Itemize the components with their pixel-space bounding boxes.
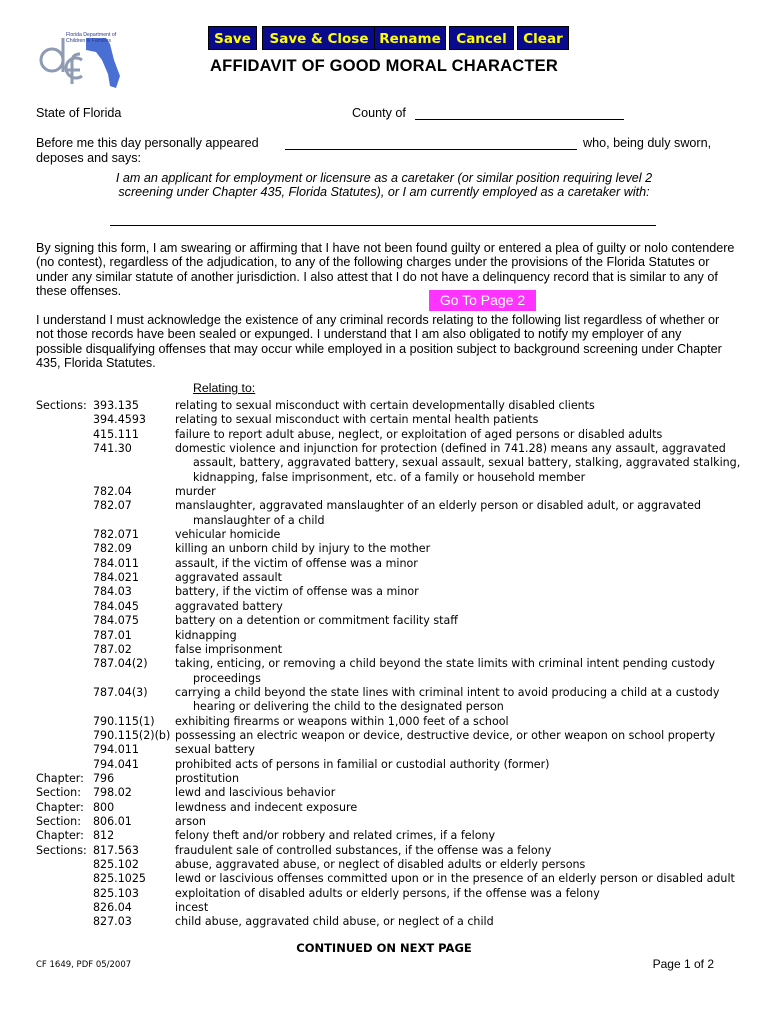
offense-row xyxy=(36,413,756,427)
offense-type-label: Section: xyxy=(36,786,81,800)
offense-description: domestic violence and injunction for protection (defined in 741.28) means any assault, aggravated assault, battery, aggravated battery, sexual assault, sexual battery, stalking, aggravated stalking, kidnapping, false imprisonment, etc. of a family or household member xyxy=(175,442,741,484)
offense-description: battery, if the victim of offense was a minor xyxy=(175,585,419,599)
offense-description: carrying a child beyond the state lines with criminal intent to avoid producing a child at a custody hearing or delivering the child to the designated person xyxy=(175,685,720,714)
offense-section-number: 784.021 xyxy=(93,571,139,585)
form-number: CF 1649, PDF 05/2007 xyxy=(36,960,132,970)
offense-section-number: 796 xyxy=(93,771,115,785)
offense-description: exploitation of disabled adults or elderly persons, if the offense was a felony xyxy=(175,886,600,900)
offense-description: child abuse, aggravated child abuse, or neglect of a child xyxy=(175,915,494,929)
offense-section-number: 741.30 xyxy=(93,442,132,456)
offense-section-number: 782.071 xyxy=(93,528,139,542)
offense-description: fraudulent sale of controlled substances, if the offense was a felony xyxy=(175,843,552,857)
offense-section-number: 784.011 xyxy=(93,556,139,570)
state-label: State of Florida xyxy=(36,106,122,120)
clear-button[interactable]: Clear xyxy=(517,26,569,50)
go-to-page-2-button[interactable]: Go To Page 2 xyxy=(429,290,536,311)
offense-type-label: Chapter: xyxy=(36,771,84,785)
offense-description: lewd or lascivious offenses committed upon or in the presence of an elderly person or disabled adult xyxy=(175,872,735,886)
applicant-statement-line1: I am an applicant for employment or licensure as a caretaker (or similar position requiring level 2 xyxy=(115,171,653,185)
offense-section-number: 787.04(2) xyxy=(93,657,148,671)
offense-section-number: 800 xyxy=(93,800,115,814)
offense-description: incest xyxy=(175,901,209,915)
offense-row xyxy=(36,915,756,929)
offense-row xyxy=(36,901,756,915)
offense-section-number: 784.075 xyxy=(93,614,139,628)
offense-section-number: 794.041 xyxy=(93,757,139,771)
signing-paragraph: By signing this form, I am swearing or affirming that I have not been found guilty or entered a plea of guilty or nolo contendere (no contest), regardless of the adjudication, to any of the following charges under the provisions of the Florida Statutes or under any similar statute of another jurisdiction. I also attest that I do not have a delinquency record that is similar to any of these offenses. xyxy=(36,241,735,298)
offense-type-label: Section: xyxy=(36,814,81,828)
offense-row xyxy=(36,829,756,843)
offense-type-label: Sections: xyxy=(36,843,87,857)
page-title: AFFIDAVIT OF GOOD MORAL CHARACTER xyxy=(210,57,558,75)
offense-description: manslaughter, aggravated manslaughter of an elderly person or disabled adult, or aggravated manslaughter of a child xyxy=(175,499,701,527)
offense-row xyxy=(36,844,756,858)
offense-description: relating to sexual misconduct with certain developmentally disabled clients xyxy=(175,399,595,412)
rename-button[interactable]: Rename xyxy=(374,26,446,50)
offense-description: killing an unborn child by injury to the mother xyxy=(175,542,431,556)
offense-description: vehicular homicide xyxy=(175,528,281,542)
offense-row xyxy=(36,801,756,815)
offense-row xyxy=(36,858,756,872)
offense-row xyxy=(36,657,756,686)
offense-row xyxy=(36,872,756,886)
offense-row xyxy=(36,786,756,800)
offense-description: aggravated assault xyxy=(175,571,282,585)
offense-description: relating to sexual misconduct with certain mental health patients xyxy=(175,413,539,427)
offense-section-number: 784.045 xyxy=(93,599,139,613)
offense-type-label: Chapter: xyxy=(36,829,84,843)
offense-section-number: 415.111 xyxy=(93,427,139,441)
offense-section-number: 806.01 xyxy=(93,814,132,828)
offense-section-number: 784.03 xyxy=(93,585,132,599)
appeared-after-text: who, being duly sworn, xyxy=(583,136,712,150)
county-label: County of xyxy=(352,106,406,120)
offense-row xyxy=(36,571,756,585)
offense-section-number: 825.103 xyxy=(93,886,139,900)
offense-section-number: 825.102 xyxy=(93,858,139,871)
continued-note: CONTINUED ON NEXT PAGE xyxy=(296,941,472,955)
relating-to-heading: Relating to: xyxy=(193,381,256,395)
offense-description: abuse, aggravated abuse, or neglect of disabled adults or elderly persons xyxy=(175,858,586,871)
offense-row xyxy=(36,499,756,528)
offense-section-number: 817.563 xyxy=(93,843,139,857)
offense-row xyxy=(36,729,756,743)
offense-section-number: 787.02 xyxy=(93,642,132,656)
offense-list xyxy=(36,399,756,930)
offense-type-label: Sections: xyxy=(36,399,87,412)
offense-row xyxy=(36,772,756,786)
offense-section-number: 782.07 xyxy=(93,499,132,513)
offense-description: taking, enticing, or removing a child beyond the state limits with criminal intent pending custody proceedings xyxy=(175,657,715,685)
offense-description: false imprisonment xyxy=(175,642,283,656)
offense-section-number: 798.02 xyxy=(93,786,132,800)
offense-section-number: 394.4593 xyxy=(93,413,146,427)
offense-description: battery on a detention or commitment facility staff xyxy=(175,614,458,628)
appeared-before-text: Before me this day personally appeared xyxy=(36,136,259,150)
logo-caption xyxy=(66,32,116,44)
offense-section-number: 790.115(2)(b) xyxy=(93,728,171,742)
offense-section-number: 825.1025 xyxy=(93,872,146,886)
offense-row xyxy=(36,815,756,829)
offense-row xyxy=(36,643,756,657)
offense-section-number: 826.04 xyxy=(93,901,132,915)
offense-description: aggravated battery xyxy=(175,599,283,613)
offense-row xyxy=(36,442,756,485)
offense-row xyxy=(36,686,756,715)
offense-description: exhibiting firearms or weapons within 1,000 feet of a school xyxy=(175,714,509,728)
offense-description: lewdness and indecent exposure xyxy=(175,800,358,814)
offense-row xyxy=(36,428,756,442)
save-button[interactable]: Save xyxy=(208,26,257,50)
offense-type-label: Chapter: xyxy=(36,800,84,814)
offense-section-number: 790.115(1) xyxy=(93,714,155,728)
offense-row xyxy=(36,600,756,614)
offense-description: prostitution xyxy=(175,771,239,785)
offense-row xyxy=(36,557,756,571)
offense-description: failure to report adult abuse, neglect, or exploitation of aged persons or disabled adults xyxy=(175,427,663,441)
offense-row xyxy=(36,629,756,643)
logo-caption-line2: Children & Families xyxy=(66,38,111,44)
offense-description: felony theft and/or robbery and related crimes, if a felony xyxy=(175,829,496,843)
offense-description: lewd and lascivious behavior xyxy=(175,786,336,800)
offense-row xyxy=(36,585,756,599)
offense-description: murder xyxy=(175,485,216,499)
applicant-statement-line2: screening under Chapter 435, Florida Statutes), or I am currently employed as a caretaker with: xyxy=(118,185,650,199)
offense-row xyxy=(36,715,756,729)
save-and-close-button[interactable]: Save & Close xyxy=(262,26,376,50)
offense-description: prohibited acts of persons in familial or custodial authority (former) xyxy=(175,757,550,771)
offense-section-number: 787.04(3) xyxy=(93,685,148,699)
offense-row xyxy=(36,743,756,757)
offense-description: possessing an electric weapon or device, destructive device, or other weapon on school property xyxy=(175,728,716,742)
logo-caption-line1: Florida Department of xyxy=(66,32,117,38)
affiant-name-field[interactable] xyxy=(285,135,577,150)
offense-row xyxy=(36,485,756,499)
offense-description: assault, if the victim of offense was a minor xyxy=(175,556,418,570)
employer-field[interactable] xyxy=(110,211,656,226)
deposes-text: deposes and says: xyxy=(36,151,142,165)
offense-row xyxy=(36,614,756,628)
understand-paragraph: I understand I must acknowledge the existence of any criminal records relating to the following list regardless of whether or not those records have been sealed or expunged. I understand that I am also obligated to notify my employer of any possible disqualifying offenses that may occur while employed in a position subject to background screening under Chapter 435, Florida Statutes. xyxy=(36,313,722,370)
offense-section-number: 827.03 xyxy=(93,915,132,929)
offense-section-number: 787.01 xyxy=(93,628,132,642)
offense-section-number: 393.135 xyxy=(93,399,139,412)
offense-section-number: 782.04 xyxy=(93,485,132,499)
offense-section-number: 782.09 xyxy=(93,542,132,556)
offense-row xyxy=(36,542,756,556)
page-number: Page 1 of 2 xyxy=(652,957,714,971)
offense-row xyxy=(36,887,756,901)
cancel-button[interactable]: Cancel xyxy=(449,26,514,50)
offense-description: kidnapping xyxy=(175,628,237,642)
county-field[interactable] xyxy=(415,105,624,120)
offense-description: arson xyxy=(175,814,206,828)
offense-description: sexual battery xyxy=(175,743,255,757)
offense-section-number: 812 xyxy=(93,829,115,843)
offense-row xyxy=(36,528,756,542)
offense-row xyxy=(36,758,756,772)
offense-row xyxy=(36,399,756,413)
offense-section-number: 794.011 xyxy=(93,743,139,757)
